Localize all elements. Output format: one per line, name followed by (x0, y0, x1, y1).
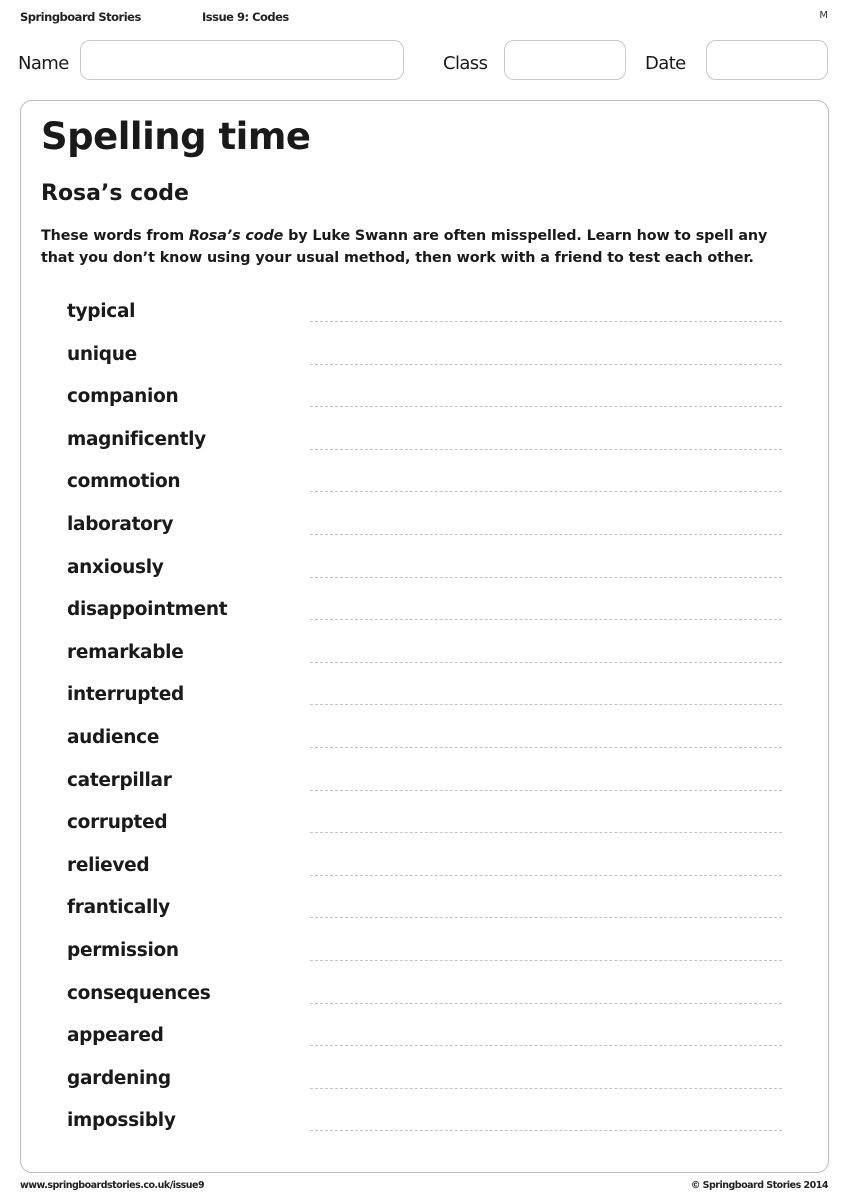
word-row (21, 936, 828, 979)
spelling-word: disappointment (67, 599, 228, 621)
word-row (21, 382, 828, 425)
spelling-word: permission (67, 939, 179, 961)
page-title: Spelling time (41, 115, 311, 158)
instructions (41, 225, 801, 269)
footer-copyright: © Springboard Stories 2014 (690, 1180, 828, 1191)
date-label: Date (645, 53, 686, 74)
spelling-word: unique (67, 343, 137, 365)
writing-line[interactable] (310, 1088, 782, 1089)
word-row (21, 553, 828, 596)
writing-line[interactable] (310, 449, 782, 450)
book-title: Rosa’s code (188, 228, 284, 244)
writing-line[interactable] (310, 662, 782, 663)
spelling-word: corrupted (67, 812, 168, 834)
word-row (21, 893, 828, 936)
spelling-word: audience (67, 726, 160, 748)
writing-line[interactable] (310, 704, 782, 705)
writing-line[interactable] (310, 364, 782, 365)
word-row (21, 510, 828, 553)
spelling-word: caterpillar (67, 769, 172, 791)
footer-url[interactable]: www.springboardstories.co.uk/issue9 (20, 1180, 205, 1191)
spelling-word: magnificently (67, 428, 206, 450)
spelling-word-list (21, 297, 828, 1149)
spelling-word: impossibly (67, 1110, 176, 1132)
word-row (21, 297, 828, 340)
worksheet-panel (20, 100, 829, 1173)
spelling-word: companion (67, 386, 179, 408)
spelling-word: frantically (67, 897, 170, 919)
instructions-start: These words from (41, 228, 189, 244)
name-label: Name (18, 53, 69, 74)
spelling-word: gardening (67, 1067, 171, 1089)
word-row (21, 808, 828, 851)
writing-line[interactable] (310, 491, 782, 492)
date-field[interactable] (706, 40, 828, 80)
spelling-word: anxiously (67, 556, 164, 578)
word-row (21, 979, 828, 1022)
writing-line[interactable] (310, 747, 782, 748)
word-row (21, 1106, 828, 1149)
word-row (21, 766, 828, 809)
word-row (21, 1021, 828, 1064)
story-title: Rosa’s code (41, 181, 189, 206)
word-row (21, 638, 828, 681)
class-label: Class (443, 53, 488, 74)
word-row (21, 595, 828, 638)
writing-line[interactable] (310, 534, 782, 535)
writing-line[interactable] (310, 406, 782, 407)
spelling-word: interrupted (67, 684, 184, 706)
spelling-word: typical (67, 301, 136, 322)
spelling-word: laboratory (67, 513, 174, 535)
writing-line[interactable] (310, 832, 782, 833)
spelling-word: commotion (67, 471, 181, 493)
word-row (21, 340, 828, 383)
spelling-word: appeared (67, 1025, 164, 1047)
spelling-word: remarkable (67, 641, 184, 663)
spelling-word: relieved (67, 854, 150, 876)
writing-line[interactable] (310, 960, 782, 961)
page-code: M (819, 10, 828, 21)
writing-line[interactable] (310, 1130, 782, 1131)
writing-line[interactable] (310, 790, 782, 791)
word-row (21, 851, 828, 894)
writing-line[interactable] (310, 1045, 782, 1046)
writing-line[interactable] (310, 875, 782, 876)
instructions-end: by Luke Swann are often misspelled. Learn how to spell any that you don’t know using your usual method, then work with a friend to test each other. (41, 228, 768, 266)
issue-label: Issue 9: Codes (202, 10, 289, 24)
spelling-word: consequences (67, 982, 211, 1004)
word-row (21, 723, 828, 766)
word-row (21, 680, 828, 723)
publication-name: Springboard Stories (20, 10, 141, 24)
writing-line[interactable] (310, 917, 782, 918)
word-row (21, 467, 828, 510)
writing-line[interactable] (310, 619, 782, 620)
word-row (21, 425, 828, 468)
class-field[interactable] (504, 40, 626, 80)
writing-line[interactable] (310, 1003, 782, 1004)
name-field[interactable] (80, 40, 404, 80)
word-row (21, 1064, 828, 1107)
writing-line[interactable] (310, 321, 782, 322)
writing-line[interactable] (310, 577, 782, 578)
